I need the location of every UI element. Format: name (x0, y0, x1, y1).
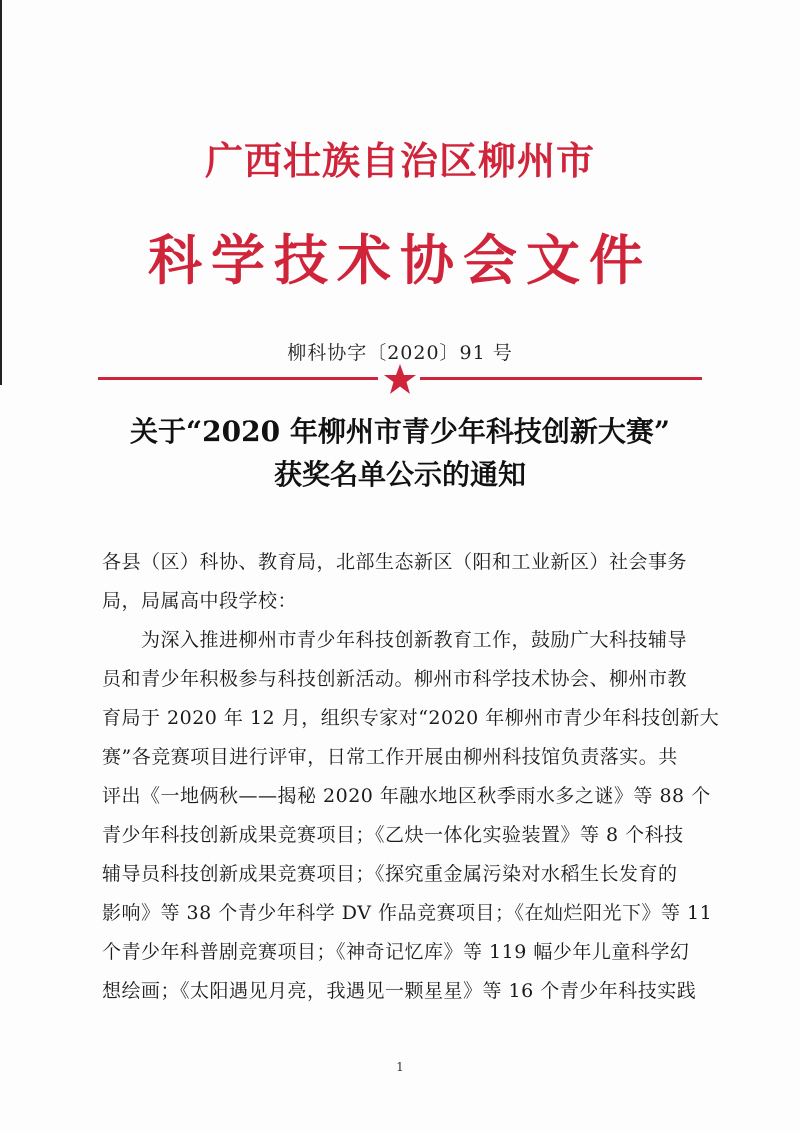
divider-line-left (98, 377, 378, 380)
page-number: 1 (396, 1060, 404, 1074)
paragraph-line: 想绘画；《太阳遇见月亮，我遇见一颗星星》等 16 个青少年科技实践 (102, 980, 697, 1002)
paragraph-line: 为深入推进柳州市青少年科技创新教育工作，鼓励广大科技辅导 (102, 629, 688, 651)
paragraph-line: 员和青少年积极参与科技创新活动。柳州市科学技术协会、柳州市教 (102, 668, 688, 690)
paragraph-line: 赛”各竞赛项目进行评审，日常工作开展由柳州科技馆负责落实。共 (102, 746, 678, 768)
body-paragraph (102, 621, 720, 1011)
document-number: 柳科协字〔2020〕91 号 (287, 342, 513, 364)
paragraph-line: 个青少年科普剧竞赛项目；《神奇记忆库》等 119 幅少年儿童科学幻 (102, 941, 690, 963)
issuing-organization: 广西壮族自治区柳州市 (204, 138, 595, 183)
salutation-line: 各县（区）科协、教育局，北部生态新区（阳和工业新区）社会事务 (102, 551, 688, 573)
paragraph-line: 评出《一地俩秋——揭秘 2020 年融水地区秋季雨水多之谜》等 88 个 (102, 785, 711, 807)
paragraph-line: 影响》等 38 个青少年科学 DV 作品竞赛项目；《在灿烂阳光下》等 11 (102, 902, 713, 924)
notice-title-line-2: 获奖名单公示的通知 (273, 458, 526, 491)
red-star-icon (383, 363, 417, 395)
scan-edge-mark (0, 0, 2, 385)
notice-title-line-1: 关于“2020 年柳州市青少年科技创新大赛” (130, 415, 670, 448)
divider-line-right (420, 377, 702, 380)
salutation (102, 543, 714, 621)
salutation-line: 局，局属高中段学校： (102, 590, 298, 612)
red-divider (98, 366, 702, 392)
paragraph-line: 辅导员科技创新成果竞赛项目；《探究重金属污染对水稻生长发育的 (102, 863, 678, 885)
paragraph-line: 育局于 2020 年 12 月，组织专家对“2020 年柳州市青少年科技创新大 (102, 707, 720, 729)
paragraph-line: 青少年科技创新成果竞赛项目；《乙炔一体化实验装置》等 8 个科技 (102, 824, 684, 846)
document-type-heading: 科学技术协会文件 (148, 228, 652, 292)
